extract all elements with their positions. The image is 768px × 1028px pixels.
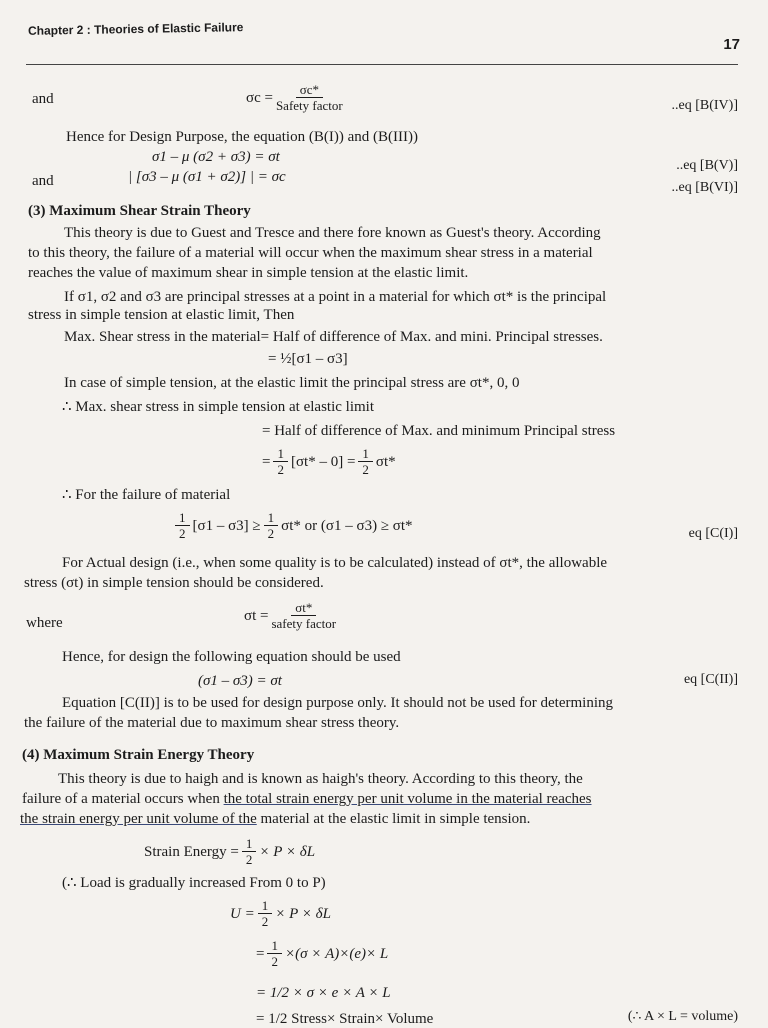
half-den: 2: [261, 914, 269, 929]
sec3-p7: ∴ For the failure of material: [62, 487, 231, 503]
sec3-p4: In case of simple tension, at the elastic limit the principal stress are σt*, 0, 0: [64, 375, 520, 391]
equation-b4: [246, 82, 346, 113]
equation-c1-ref: eq [C(I)]: [688, 526, 738, 541]
half-den: 2: [267, 526, 275, 541]
equation-b4-lhs: σc =: [246, 89, 273, 106]
half-num: 1: [242, 836, 257, 852]
half-num: 1: [175, 510, 190, 526]
eq-c1-b: σt* or (σ1 – σ3) ≥ σt*: [281, 517, 413, 534]
sec3-p3: Max. Shear stress in the material= Half of difference of Max. and mini. Principal stresses.: [64, 329, 603, 345]
chapter-header: Chapter 2 : Theories of Elastic Failure: [27, 20, 244, 38]
half-fraction-1: [273, 446, 288, 477]
volume-note: (∴ A × L = volume): [627, 1009, 738, 1024]
equation-c2-ref: eq [C(II)]: [683, 672, 738, 687]
equation-b4-denominator: Safety factor: [275, 98, 343, 113]
sec3-p1-line1: This theory is due to Guest and Tresce and there fore known as Guest's theory. According: [64, 225, 601, 241]
equation-b6: | [σ3 – μ (σ1 + σ2)] | = σc: [128, 169, 286, 185]
sec3-p2-line1: If σ1, σ2 and σ3 are principal stresses at a point in a material for which σt* is the principal: [64, 289, 607, 305]
half-num: 1: [358, 446, 373, 462]
equation-b5-ref: ..eq [B(V)]: [676, 158, 738, 173]
se-rest: × P × δL: [259, 843, 316, 860]
sec4-p1-line3: [20, 810, 530, 828]
header-rule: [26, 64, 738, 65]
u2-pre: =: [256, 945, 265, 962]
equation-where: [244, 600, 339, 631]
sec3-p10-line1: Equation [C(II)] is to be used for design purpose only. It should not be used for determining: [62, 695, 614, 711]
eq-end: σt*: [375, 453, 396, 470]
sec3-p9: Hence, for design the following equation should be used: [62, 649, 401, 665]
equation-b6-ref: ..eq [B(VI)]: [671, 180, 738, 195]
half-den: 2: [245, 852, 253, 867]
equation-u3: = 1/2 × σ × e × A × L: [256, 985, 391, 1001]
eq-equals: =: [262, 453, 271, 470]
equation-strain-energy: [144, 836, 315, 867]
sec4-p1-line3-post: material at the elastic limit in simple tension.: [256, 811, 531, 827]
half-den: 2: [179, 526, 186, 541]
sec3-p6: = Half of difference of Max. and minimum Principal stress: [262, 423, 616, 439]
u-rest: × P × δL: [275, 905, 331, 922]
where-label: where: [26, 615, 63, 631]
sec3-p5: ∴ Max. shear stress in simple tension at elastic limit: [62, 399, 374, 415]
sec4-p1-line3-underlined: the strain energy per unit volume of the: [20, 811, 257, 827]
where-num: σt*: [291, 600, 316, 616]
section-4-title: (4) Maximum Strain Energy Theory: [22, 747, 255, 763]
sec3-p10-line2: the failure of the material due to maximum shear stress theory.: [24, 715, 400, 731]
sec4-p1-line2-underlined: the total strain energy per unit volume in the material reaches: [223, 791, 592, 807]
and-label-2: and: [32, 173, 54, 189]
equation-c2: (σ1 – σ3) = σt: [198, 673, 282, 689]
equation-b5: σ1 – μ (σ2 + σ3) = σt: [152, 149, 280, 165]
where-fraction: [271, 600, 336, 631]
sec3-p8-line1: For Actual design (i.e., when some quality is to be calculated) instead of σt*, the allowable: [62, 555, 608, 571]
load-note: (∴ Load is gradually increased From 0 to P): [62, 875, 326, 891]
sec4-p1-line2-pre: failure of a material occurs when: [22, 791, 224, 807]
equation-c1: [172, 510, 413, 541]
equation-b4-ref: ..eq [B(IV)]: [671, 98, 738, 113]
equation-b4-numerator: σc*: [296, 82, 323, 98]
half-num: 1: [273, 446, 288, 462]
se-label: Strain Energy =: [144, 843, 239, 860]
sec3-p2-line2: stress in simple tension at elastic limit, Then: [28, 307, 295, 323]
equation-u4: = 1/2 Stress× Strain× Volume: [256, 1011, 434, 1027]
half-num: 1: [267, 938, 282, 954]
where-lhs: σt =: [244, 607, 269, 624]
half-fraction-3: [175, 510, 190, 541]
page-number: 17: [723, 36, 740, 53]
half-num: 1: [264, 510, 279, 526]
hence-design-text: Hence for Design Purpose, the equation (B(I)) and (B(III)): [66, 129, 418, 145]
section-3-title: (3) Maximum Shear Strain Theory: [28, 203, 251, 219]
se-fraction: [242, 836, 257, 867]
sec4-p1-line1: This theory is due to haigh and is known as haigh's theory. According to this theory, the: [58, 771, 583, 787]
sec3-p8-line2: stress (σt) in simple tension should be considered.: [24, 575, 324, 591]
equation-u2: [256, 938, 388, 969]
half-den: 2: [277, 462, 284, 477]
equation-b4-fraction: [276, 82, 343, 113]
sec4-p1-line2: [22, 790, 592, 808]
half-den: 2: [271, 954, 278, 969]
where-den: safety factor: [271, 616, 337, 631]
half-fraction-4: [264, 510, 279, 541]
half-den: 2: [362, 462, 369, 477]
half-fraction-2: [358, 446, 373, 477]
half-num: 1: [258, 898, 273, 914]
and-label: and: [32, 91, 54, 107]
equation-u1: [230, 898, 331, 929]
u-fraction: [258, 898, 273, 929]
eq-mid: [σt* – 0] =: [290, 453, 356, 470]
equation-half-sigma: [262, 446, 396, 477]
u2-fraction: [267, 938, 282, 969]
sec3-p1-line3: reaches the value of maximum shear in simple tension at the elastic limit.: [28, 265, 469, 281]
sec3-p1-line2: to this theory, the failure of a material will occur when the maximum shear stress in a material: [28, 245, 593, 261]
u-label: U =: [230, 905, 255, 922]
eq-c1-a: [σ1 – σ3] ≥: [192, 517, 261, 534]
u2-rest: ×(σ × A)×(e)× L: [284, 945, 389, 962]
equation-half-diff: = ½[σ1 – σ3]: [268, 351, 348, 367]
